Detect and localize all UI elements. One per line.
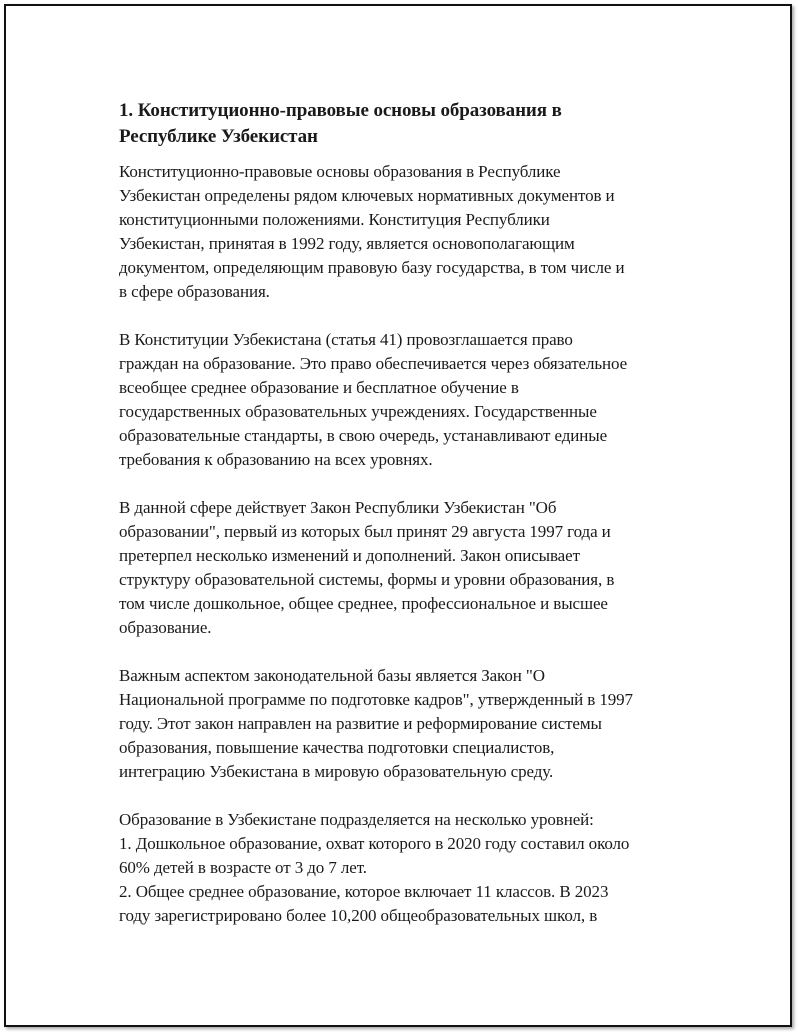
text-line: Образование в Узбекистане подразделяется на несколько уровней: — [119, 810, 594, 829]
text-line: претерпел несколько изменений и дополнений. Закон описывает — [119, 546, 580, 565]
title-line: 1. Конституционно-правовые основы образования в — [119, 100, 562, 121]
text-line: Узбекистан определены рядом ключевых нормативных документов и — [119, 186, 615, 205]
text-line: году зарегистрировано более 10,200 общеобразовательных школ, в — [119, 906, 598, 925]
text-line: году. Этот закон направлен на развитие и реформирование системы — [119, 714, 602, 733]
paragraph-1 — [119, 160, 694, 304]
text-line: государственных образовательных учреждениях. Государственные — [119, 402, 597, 421]
text-line: Конституционно-правовые основы образования в Республике — [119, 162, 561, 181]
text-line: Узбекистан, принятая в 1992 году, является основополагающим — [119, 234, 575, 253]
document-page — [4, 4, 792, 1027]
text-line: В данной сфере действует Закон Республики Узбекистан "Об — [119, 498, 557, 517]
text-line: образование. — [119, 618, 212, 637]
text-line: граждан на образование. Это право обеспечивается через обязательное — [119, 354, 628, 373]
text-line: конституционными положениями. Конституция Республики — [119, 210, 550, 229]
text-line: образования, повышение качества подготовки специалистов, — [119, 738, 555, 757]
text-line: требования к образованию на всех уровнях. — [119, 450, 433, 469]
text-line: в сфере образования. — [119, 282, 270, 301]
text-line: образовательные стандарты, в свою очередь, устанавливают единые — [119, 426, 608, 445]
text-line: В Конституции Узбекистана (статья 41) провозглашается право — [119, 330, 573, 349]
text-line: 2. Общее среднее образование, которое включает 11 классов. В 2023 — [119, 882, 609, 901]
text-line: всеобщее среднее образование и бесплатное обучение в — [119, 378, 519, 397]
text-line: Важным аспектом законодательной базы является Закон "О — [119, 666, 545, 685]
paragraph-5 — [119, 808, 694, 928]
paragraph-2 — [119, 328, 694, 472]
text-line: документом, определяющим правовую базу государства, в том числе и — [119, 258, 625, 277]
text-line: образовании", первый из которых был принят 29 августа 1997 года и — [119, 522, 611, 541]
paragraph-3 — [119, 496, 694, 640]
document-body — [119, 98, 694, 928]
text-line: Национальной программе по подготовке кадров", утвержденный в 1997 — [119, 690, 633, 709]
text-line: структуру образовательной системы, формы и уровни образования, в — [119, 570, 615, 589]
text-line: интеграцию Узбекистана в мировую образовательную среду. — [119, 762, 554, 781]
text-line: 1. Дошкольное образование, охват которого в 2020 году составил около — [119, 834, 630, 853]
section-title — [119, 98, 694, 150]
text-line: том числе дошкольное, общее среднее, профессиональное и высшее — [119, 594, 608, 613]
text-line: 60% детей в возрасте от 3 до 7 лет. — [119, 858, 367, 877]
paragraph-4 — [119, 664, 694, 784]
title-line: Республике Узбекистан — [119, 126, 318, 147]
